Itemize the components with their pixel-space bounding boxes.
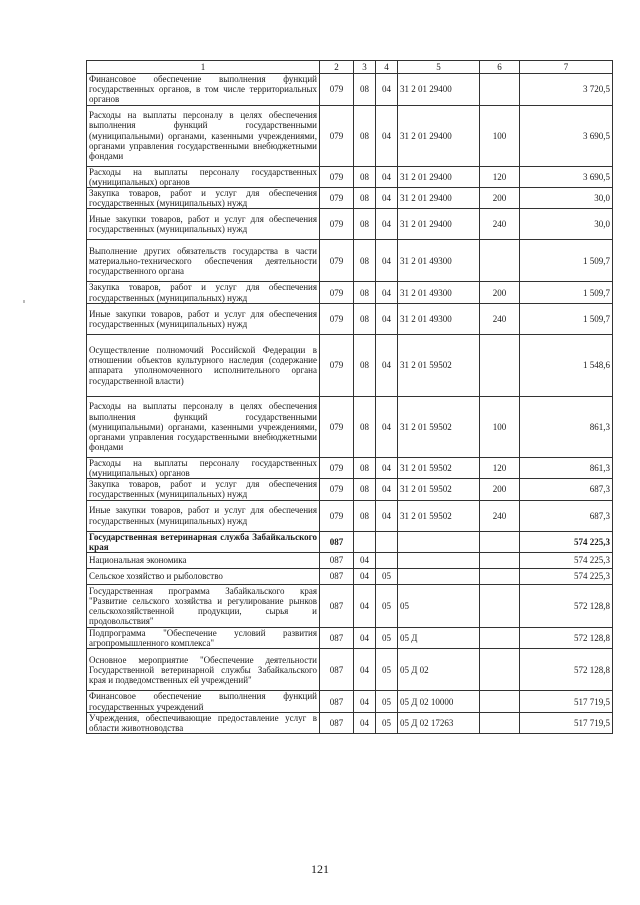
row-name: Закупка товаров, работ и услуг для обеспечения государственных (муниципальных) нужд — [87, 188, 320, 209]
code-pr: 04 — [376, 240, 398, 282]
code-csr: 31 2 01 29400 — [398, 166, 480, 187]
code-rz: 04 — [354, 628, 376, 649]
budget-table — [86, 60, 613, 734]
code-csr: 31 2 01 29400 — [398, 105, 480, 166]
amount: 1 548,6 — [520, 334, 613, 396]
code-csr: 05 — [398, 585, 480, 628]
code-rz: 08 — [354, 188, 376, 209]
code-rz: 04 — [354, 553, 376, 569]
amount: 861,3 — [520, 396, 613, 457]
scan-speck — [23, 300, 25, 303]
code-rz: 04 — [354, 585, 376, 628]
table-row — [87, 209, 613, 240]
code-pr: 04 — [376, 303, 398, 334]
row-name: Расходы на выплаты персоналу государственных (муниципальных) органов — [87, 457, 320, 478]
code-rz: 08 — [354, 209, 376, 240]
row-name: Подпрограмма "Обеспечение условий развития агропромышленного комплекса" — [87, 628, 320, 649]
code-gl: 079 — [320, 282, 354, 303]
code-pr: 05 — [376, 585, 398, 628]
code-vr: 200 — [480, 188, 520, 209]
amount: 572 128,8 — [520, 585, 613, 628]
code-csr: 31 2 01 59502 — [398, 479, 480, 500]
table-row — [87, 628, 613, 649]
code-csr: 05 Д 02 — [398, 649, 480, 691]
code-pr: 05 — [376, 691, 398, 712]
amount: 687,3 — [520, 479, 613, 500]
amount: 861,3 — [520, 457, 613, 478]
code-vr — [480, 569, 520, 585]
table-row — [87, 303, 613, 334]
table-row — [87, 569, 613, 585]
code-pr: 05 — [376, 569, 398, 585]
code-gl: 079 — [320, 457, 354, 478]
code-gl: 079 — [320, 105, 354, 166]
row-name: Иные закупки товаров, работ и услуг для обеспечения государственных (муниципальных) нужд — [87, 303, 320, 334]
amount: 687,3 — [520, 500, 613, 531]
row-name: Учреждения, обеспечивающие предоставление услуг в области животноводства — [87, 712, 320, 733]
code-csr — [398, 553, 480, 569]
row-name: Финансовое обеспечение выполнения функций государственных органов, в том числе территориальных органов — [87, 74, 320, 106]
code-vr: 240 — [480, 500, 520, 531]
code-gl: 079 — [320, 209, 354, 240]
code-rz: 08 — [354, 105, 376, 166]
code-csr: 31 2 01 29400 — [398, 209, 480, 240]
table-row — [87, 240, 613, 282]
code-rz: 08 — [354, 240, 376, 282]
code-rz: 08 — [354, 396, 376, 457]
code-vr — [480, 531, 520, 552]
column-header: 2 — [320, 61, 354, 74]
code-pr: 04 — [376, 282, 398, 303]
row-name: Государственная ветеринарная служба Забайкальского края — [87, 531, 320, 552]
code-csr: 31 2 01 59502 — [398, 396, 480, 457]
amount: 572 128,8 — [520, 628, 613, 649]
amount: 3 720,5 — [520, 74, 613, 106]
row-name: Основное мероприятие "Обеспечение деятельности Государственной ветеринарной службы Забайкальского края и подведомственных ей учреждений" — [87, 649, 320, 691]
column-header: 4 — [376, 61, 398, 74]
code-rz — [354, 531, 376, 552]
amount: 3 690,5 — [520, 105, 613, 166]
table-row — [87, 74, 613, 106]
code-gl: 087 — [320, 628, 354, 649]
code-rz: 08 — [354, 334, 376, 396]
code-csr: 31 2 01 29400 — [398, 74, 480, 106]
code-pr: 04 — [376, 74, 398, 106]
code-vr: 240 — [480, 209, 520, 240]
code-gl: 079 — [320, 240, 354, 282]
code-csr: 05 Д 02 17263 — [398, 712, 480, 733]
code-vr — [480, 649, 520, 691]
amount: 574 225,3 — [520, 531, 613, 552]
table-row — [87, 188, 613, 209]
amount: 572 128,8 — [520, 649, 613, 691]
page-number: 121 — [311, 862, 329, 876]
code-pr: 05 — [376, 649, 398, 691]
code-gl: 079 — [320, 479, 354, 500]
table-row — [87, 691, 613, 712]
table-header-row — [87, 61, 613, 74]
code-vr — [480, 712, 520, 733]
row-name: Осуществление полномочий Российской Федерации в отношении объектов культурного наследия (содержание аппарата уполномоченного исполнительного органа государственной власти) — [87, 334, 320, 396]
code-csr: 31 2 01 49300 — [398, 282, 480, 303]
code-vr — [480, 553, 520, 569]
amount: 517 719,5 — [520, 712, 613, 733]
amount: 30,0 — [520, 209, 613, 240]
code-rz: 08 — [354, 500, 376, 531]
table-row — [87, 553, 613, 569]
row-name: Государственная программа Забайкальского края "Развитие сельского хозяйства и регулирование рынков сельскохозяйственной продукции, сырья и продовольствия" — [87, 585, 320, 628]
table-row — [87, 649, 613, 691]
code-csr — [398, 569, 480, 585]
code-gl: 087 — [320, 553, 354, 569]
code-rz: 08 — [354, 303, 376, 334]
code-pr: 04 — [376, 209, 398, 240]
code-pr: 04 — [376, 105, 398, 166]
table-row — [87, 282, 613, 303]
code-pr: 04 — [376, 457, 398, 478]
code-gl: 087 — [320, 585, 354, 628]
code-pr: 04 — [376, 166, 398, 187]
amount: 1 509,7 — [520, 282, 613, 303]
code-rz: 08 — [354, 74, 376, 106]
code-rz: 04 — [354, 649, 376, 691]
code-csr: 31 2 01 59502 — [398, 500, 480, 531]
code-gl: 079 — [320, 396, 354, 457]
table-row — [87, 105, 613, 166]
row-name: Иные закупки товаров, работ и услуг для обеспечения государственных (муниципальных) нужд — [87, 500, 320, 531]
code-gl: 087 — [320, 712, 354, 733]
code-vr: 120 — [480, 166, 520, 187]
code-gl: 079 — [320, 166, 354, 187]
code-pr: 04 — [376, 500, 398, 531]
code-rz: 04 — [354, 569, 376, 585]
code-rz: 08 — [354, 166, 376, 187]
code-rz: 08 — [354, 479, 376, 500]
column-header: 1 — [87, 61, 320, 74]
code-vr — [480, 240, 520, 282]
code-vr: 120 — [480, 457, 520, 478]
table-row — [87, 396, 613, 457]
code-gl: 079 — [320, 188, 354, 209]
code-vr: 100 — [480, 105, 520, 166]
code-gl: 087 — [320, 569, 354, 585]
column-header: 3 — [354, 61, 376, 74]
row-name: Расходы на выплаты персоналу в целях обеспечения выполнения функций государственными (муниципальными) органами, казенными учреждениями, органами управления государственными внебюджетными фондами — [87, 105, 320, 166]
row-name: Расходы на выплаты персоналу государственных (муниципальных) органов — [87, 166, 320, 187]
code-pr — [376, 531, 398, 552]
column-header: 7 — [520, 61, 613, 74]
code-csr: 31 2 01 59502 — [398, 334, 480, 396]
code-vr — [480, 334, 520, 396]
code-rz: 08 — [354, 282, 376, 303]
code-vr: 240 — [480, 303, 520, 334]
code-gl: 079 — [320, 74, 354, 106]
code-gl: 087 — [320, 691, 354, 712]
code-gl: 087 — [320, 531, 354, 552]
code-vr — [480, 585, 520, 628]
code-csr — [398, 531, 480, 552]
row-name: Выполнение других обязательств государства в части материально-технического обеспечения деятельности государственного органа — [87, 240, 320, 282]
code-pr: 04 — [376, 479, 398, 500]
code-vr — [480, 628, 520, 649]
code-csr: 31 2 01 59502 — [398, 457, 480, 478]
code-pr: 04 — [376, 396, 398, 457]
table-row — [87, 531, 613, 552]
code-csr: 31 2 01 29400 — [398, 188, 480, 209]
table-row — [87, 479, 613, 500]
table-row — [87, 334, 613, 396]
code-rz: 08 — [354, 457, 376, 478]
code-rz: 04 — [354, 712, 376, 733]
table-row — [87, 500, 613, 531]
code-pr: 05 — [376, 712, 398, 733]
code-vr: 200 — [480, 282, 520, 303]
table-row — [87, 166, 613, 187]
code-gl: 079 — [320, 334, 354, 396]
amount: 1 509,7 — [520, 240, 613, 282]
amount: 30,0 — [520, 188, 613, 209]
code-csr: 31 2 01 49300 — [398, 303, 480, 334]
row-name: Иные закупки товаров, работ и услуг для обеспечения государственных (муниципальных) нужд — [87, 209, 320, 240]
code-gl: 087 — [320, 649, 354, 691]
table-row — [87, 712, 613, 733]
row-name: Закупка товаров, работ и услуг для обеспечения государственных (муниципальных) нужд — [87, 479, 320, 500]
row-name: Сельское хозяйство и рыболовство — [87, 569, 320, 585]
code-gl: 079 — [320, 303, 354, 334]
column-header: 5 — [398, 61, 480, 74]
code-vr — [480, 691, 520, 712]
code-pr: 05 — [376, 628, 398, 649]
amount: 517 719,5 — [520, 691, 613, 712]
code-gl: 079 — [320, 500, 354, 531]
code-vr — [480, 74, 520, 106]
code-vr: 200 — [480, 479, 520, 500]
row-name: Финансовое обеспечение выполнения функций государственных учреждений — [87, 691, 320, 712]
row-name: Закупка товаров, работ и услуг для обеспечения государственных (муниципальных) нужд — [87, 282, 320, 303]
amount: 1 509,7 — [520, 303, 613, 334]
code-csr: 05 Д 02 10000 — [398, 691, 480, 712]
code-vr: 100 — [480, 396, 520, 457]
code-pr: 04 — [376, 188, 398, 209]
row-name: Расходы на выплаты персоналу в целях обеспечения выполнения функций государственными (муниципальными) органами, казенными учреждениями, органами управления государственными внебюджетными фондами — [87, 396, 320, 457]
code-pr — [376, 553, 398, 569]
code-pr: 04 — [376, 334, 398, 396]
amount: 574 225,3 — [520, 553, 613, 569]
code-csr: 05 Д — [398, 628, 480, 649]
table-row — [87, 585, 613, 628]
code-csr: 31 2 01 49300 — [398, 240, 480, 282]
table-row — [87, 457, 613, 478]
amount: 3 690,5 — [520, 166, 613, 187]
amount: 574 225,3 — [520, 569, 613, 585]
code-rz: 04 — [354, 691, 376, 712]
row-name: Национальная экономика — [87, 553, 320, 569]
column-header: 6 — [480, 61, 520, 74]
